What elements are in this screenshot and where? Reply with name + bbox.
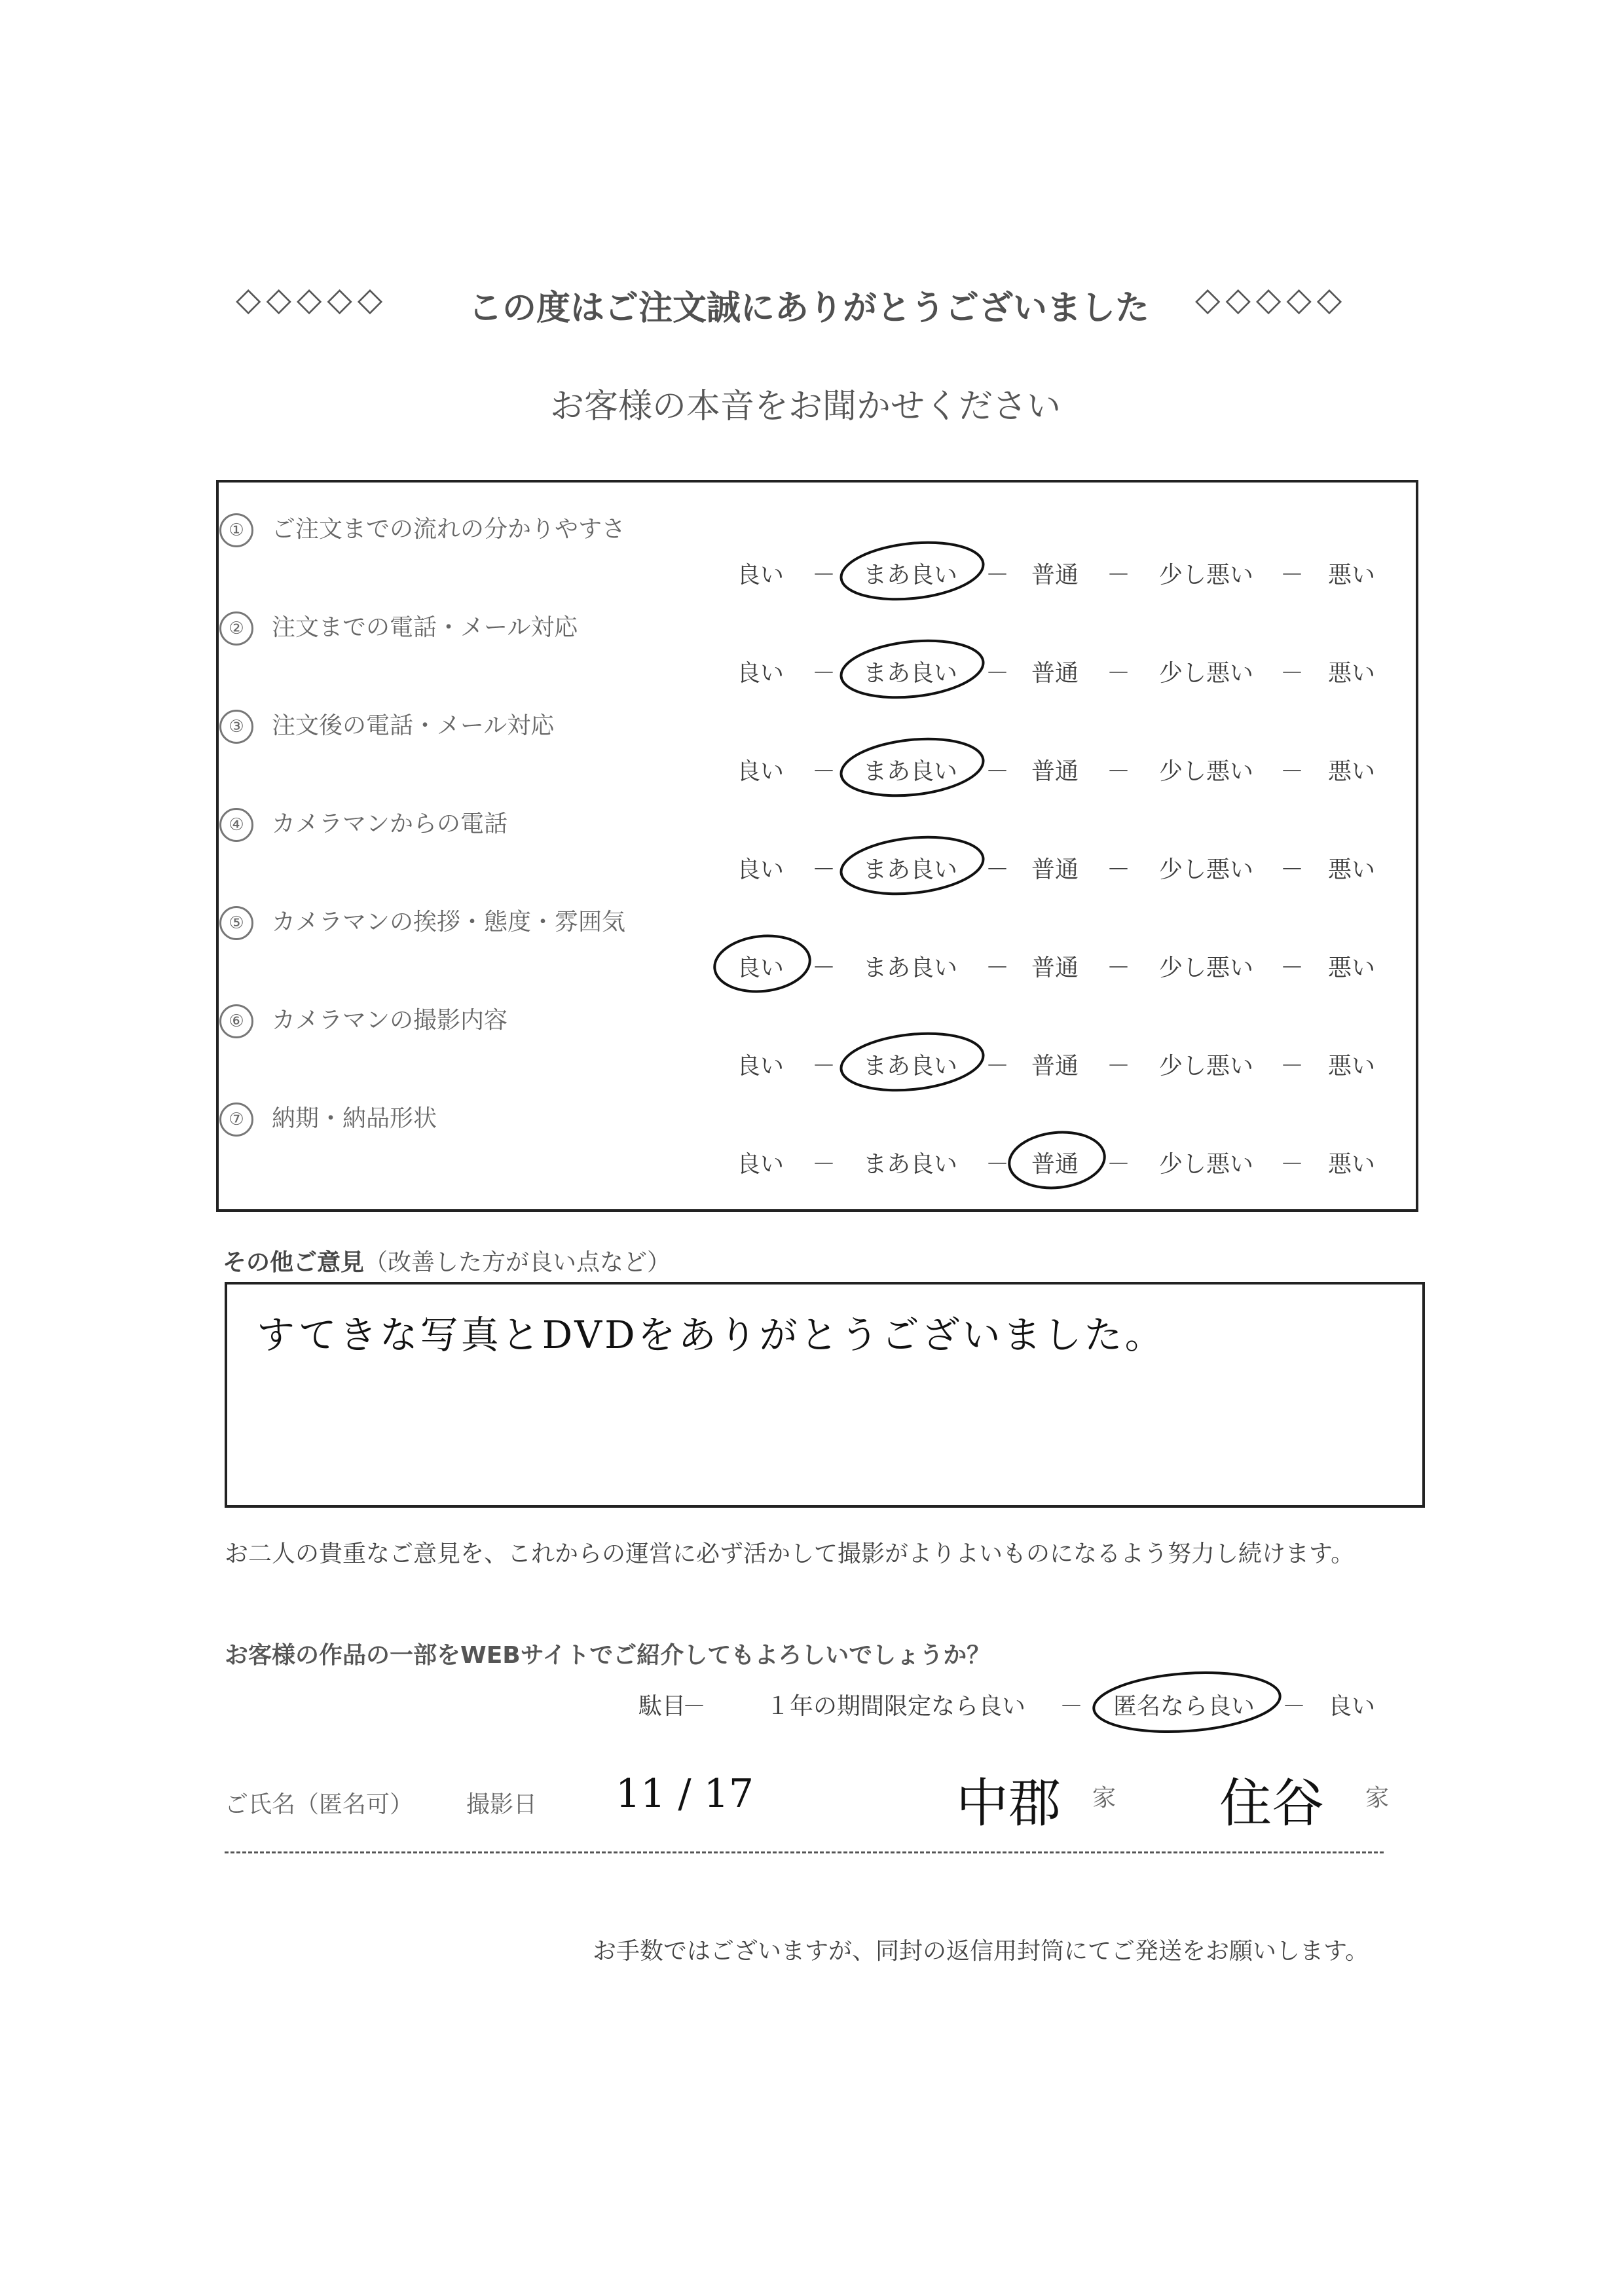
rating-option-fairly-good[interactable]: まあ良い [863, 1053, 958, 1080]
rating-option-average[interactable]: 普通 [1031, 1053, 1079, 1080]
diamonds-left: ◇◇◇◇◇ [236, 280, 388, 318]
rating-option-bad[interactable]: 悪い [1328, 660, 1376, 687]
rating-separator: － [1107, 856, 1131, 883]
rating-option-bad[interactable]: 悪い [1328, 758, 1376, 785]
handwritten-comment: すてきな写真とDVDをありがとうございました。 [257, 1313, 1166, 1357]
rating-separator: － [1107, 1053, 1131, 1080]
question-label [219, 1002, 507, 1038]
rating-separator: － [1107, 562, 1131, 589]
rating-separator: － [812, 856, 836, 883]
rating-option-good[interactable]: 良い [737, 955, 784, 981]
rating-option-good[interactable]: 良い [737, 660, 784, 687]
title-row [0, 275, 1624, 327]
rating-option-slightly-bad[interactable]: 少し悪い [1159, 562, 1254, 589]
rating-separator: － [812, 660, 836, 687]
rating-option-bad[interactable]: 悪い [1328, 562, 1376, 589]
rating-separator: － [986, 1053, 1010, 1080]
question-label [219, 707, 554, 744]
comment-box[interactable] [225, 1282, 1425, 1508]
rating-option-good[interactable]: 良い [737, 758, 784, 785]
rating-option-average[interactable]: 普通 [1031, 1151, 1079, 1178]
rating-option-fairly-good[interactable]: まあ良い [863, 1151, 958, 1178]
thank-you-message: お二人の貴重なご意見を、これからの運営に必ず活かして撮影がよりよいものになるよう努力し続けます。 [225, 1540, 1355, 1567]
question-text: カメラマンからの電話 [272, 811, 508, 837]
rating-separator: － [812, 1053, 836, 1080]
rating-option-slightly-bad[interactable]: 少し悪い [1159, 856, 1254, 883]
family-suffix-2: 家 [1365, 1785, 1390, 1812]
question-label [219, 511, 625, 547]
rating-option-good[interactable]: 良い [737, 856, 784, 883]
family-name-2: 住谷 [1219, 1773, 1324, 1834]
web-option-dash: － [682, 1693, 707, 1720]
rating-option-fairly-good[interactable]: まあ良い [863, 955, 958, 981]
web-option-no[interactable]: 駄目 [638, 1693, 686, 1720]
rating-separator: － [1107, 1151, 1131, 1178]
question-text: ご注文までの流れの分かりやすさ [272, 516, 626, 543]
rating-option-fairly-good[interactable]: まあ良い [863, 758, 958, 785]
rating-separator: － [986, 660, 1010, 687]
family-suffix-1: 家 [1092, 1785, 1116, 1812]
rating-separator: － [1280, 1053, 1304, 1080]
question-number: ⑦ [219, 1102, 253, 1137]
diamonds-right: ◇◇◇◇◇ [1195, 280, 1348, 318]
question-text: 注文後の電話・メール対応 [272, 712, 555, 739]
footer-note: お手数ではございますが、同封の返信用封筒にてご発送をお願いします。 [593, 1938, 1369, 1965]
rating-separator: － [986, 562, 1010, 589]
question-text: カメラマンの挨拶・態度・雰囲気 [272, 909, 626, 936]
rating-option-fairly-good[interactable]: まあ良い [863, 856, 958, 883]
rating-option-average[interactable]: 普通 [1031, 562, 1079, 589]
rating-option-good[interactable]: 良い [737, 1053, 784, 1080]
question-label [219, 903, 625, 940]
rating-separator: － [1280, 660, 1304, 687]
shoot-date-label: 撮影日 [466, 1791, 538, 1818]
rating-option-bad[interactable]: 悪い [1328, 955, 1376, 981]
rating-option-slightly-bad[interactable]: 少し悪い [1159, 955, 1254, 981]
question-text: 納期・納品形状 [272, 1105, 437, 1132]
name-label: ご氏名（匿名可） [225, 1791, 414, 1818]
rating-option-good[interactable]: 良い [737, 1151, 784, 1178]
rating-option-average[interactable]: 普通 [1031, 758, 1079, 785]
question-number: ② [219, 611, 253, 646]
rating-option-average[interactable]: 普通 [1031, 955, 1079, 981]
question-number: ③ [219, 710, 253, 744]
rating-separator: － [1280, 1151, 1304, 1178]
rating-option-good[interactable]: 良い [737, 562, 784, 589]
rating-separator: － [1280, 955, 1304, 981]
question-label [219, 609, 578, 646]
rating-option-slightly-bad[interactable]: 少し悪い [1159, 660, 1254, 687]
shoot-date-value: 11 / 17 [616, 1771, 754, 1817]
rating-separator: － [812, 1151, 836, 1178]
rating-separator: － [1280, 562, 1304, 589]
question-label [219, 805, 507, 842]
rating-option-bad[interactable]: 悪い [1328, 856, 1376, 883]
question-number: ⑤ [219, 906, 253, 940]
web-option-dash: － [1282, 1693, 1306, 1720]
rating-option-bad[interactable]: 悪い [1328, 1151, 1376, 1178]
rating-option-bad[interactable]: 悪い [1328, 1053, 1376, 1080]
rating-separator: － [1280, 856, 1304, 883]
rating-separator: － [986, 1151, 1010, 1178]
web-option-yes[interactable]: 良い [1328, 1693, 1376, 1720]
rating-option-fairly-good[interactable]: まあ良い [863, 660, 958, 687]
question-text: 注文までの電話・メール対応 [272, 614, 578, 641]
question-number: ④ [219, 808, 253, 842]
other-comments-label-note: （改善した方が良い点など） [364, 1249, 671, 1276]
question-number: ① [219, 513, 253, 547]
question-label [219, 1100, 437, 1137]
web-option-anonymous[interactable]: 匿名なら良い [1113, 1693, 1255, 1720]
web-option-dash: － [1060, 1693, 1084, 1720]
question-number: ⑥ [219, 1004, 253, 1038]
page-subtitle: お客様の本音をお聞かせください [550, 387, 1061, 426]
family-name-1: 中郡 [956, 1773, 1061, 1834]
rating-option-fairly-good[interactable]: まあ良い [863, 562, 958, 589]
rating-separator: － [986, 856, 1010, 883]
rating-separator: － [812, 758, 836, 785]
rating-separator: － [1107, 758, 1131, 785]
rating-separator: － [812, 955, 836, 981]
rating-option-average[interactable]: 普通 [1031, 660, 1079, 687]
web-option-one-year[interactable]: １年の期間限定なら良い [766, 1693, 1026, 1720]
rating-option-slightly-bad[interactable]: 少し悪い [1159, 1053, 1254, 1080]
rating-separator: － [1107, 660, 1131, 687]
web-permission-question: お客様の作品の一部をWEBサイトでご紹介してもよろしいでしょうか？ [225, 1642, 991, 1669]
rating-option-slightly-bad[interactable]: 少し悪い [1159, 1151, 1254, 1178]
question-text: カメラマンの撮影内容 [272, 1007, 508, 1034]
rating-separator: － [986, 758, 1010, 785]
page-title: この度はご注文誠にありがとうございました [468, 289, 1150, 328]
rating-separator: － [986, 955, 1010, 981]
other-comments-label [223, 1244, 671, 1277]
rating-separator: － [1107, 955, 1131, 981]
rating-option-slightly-bad[interactable]: 少し悪い [1159, 758, 1254, 785]
rating-separator: － [812, 562, 836, 589]
rating-option-average[interactable]: 普通 [1031, 856, 1079, 883]
other-comments-label-bold: その他ご意見 [223, 1249, 365, 1276]
rating-separator: － [1280, 758, 1304, 785]
signature-divider [225, 1851, 1384, 1853]
